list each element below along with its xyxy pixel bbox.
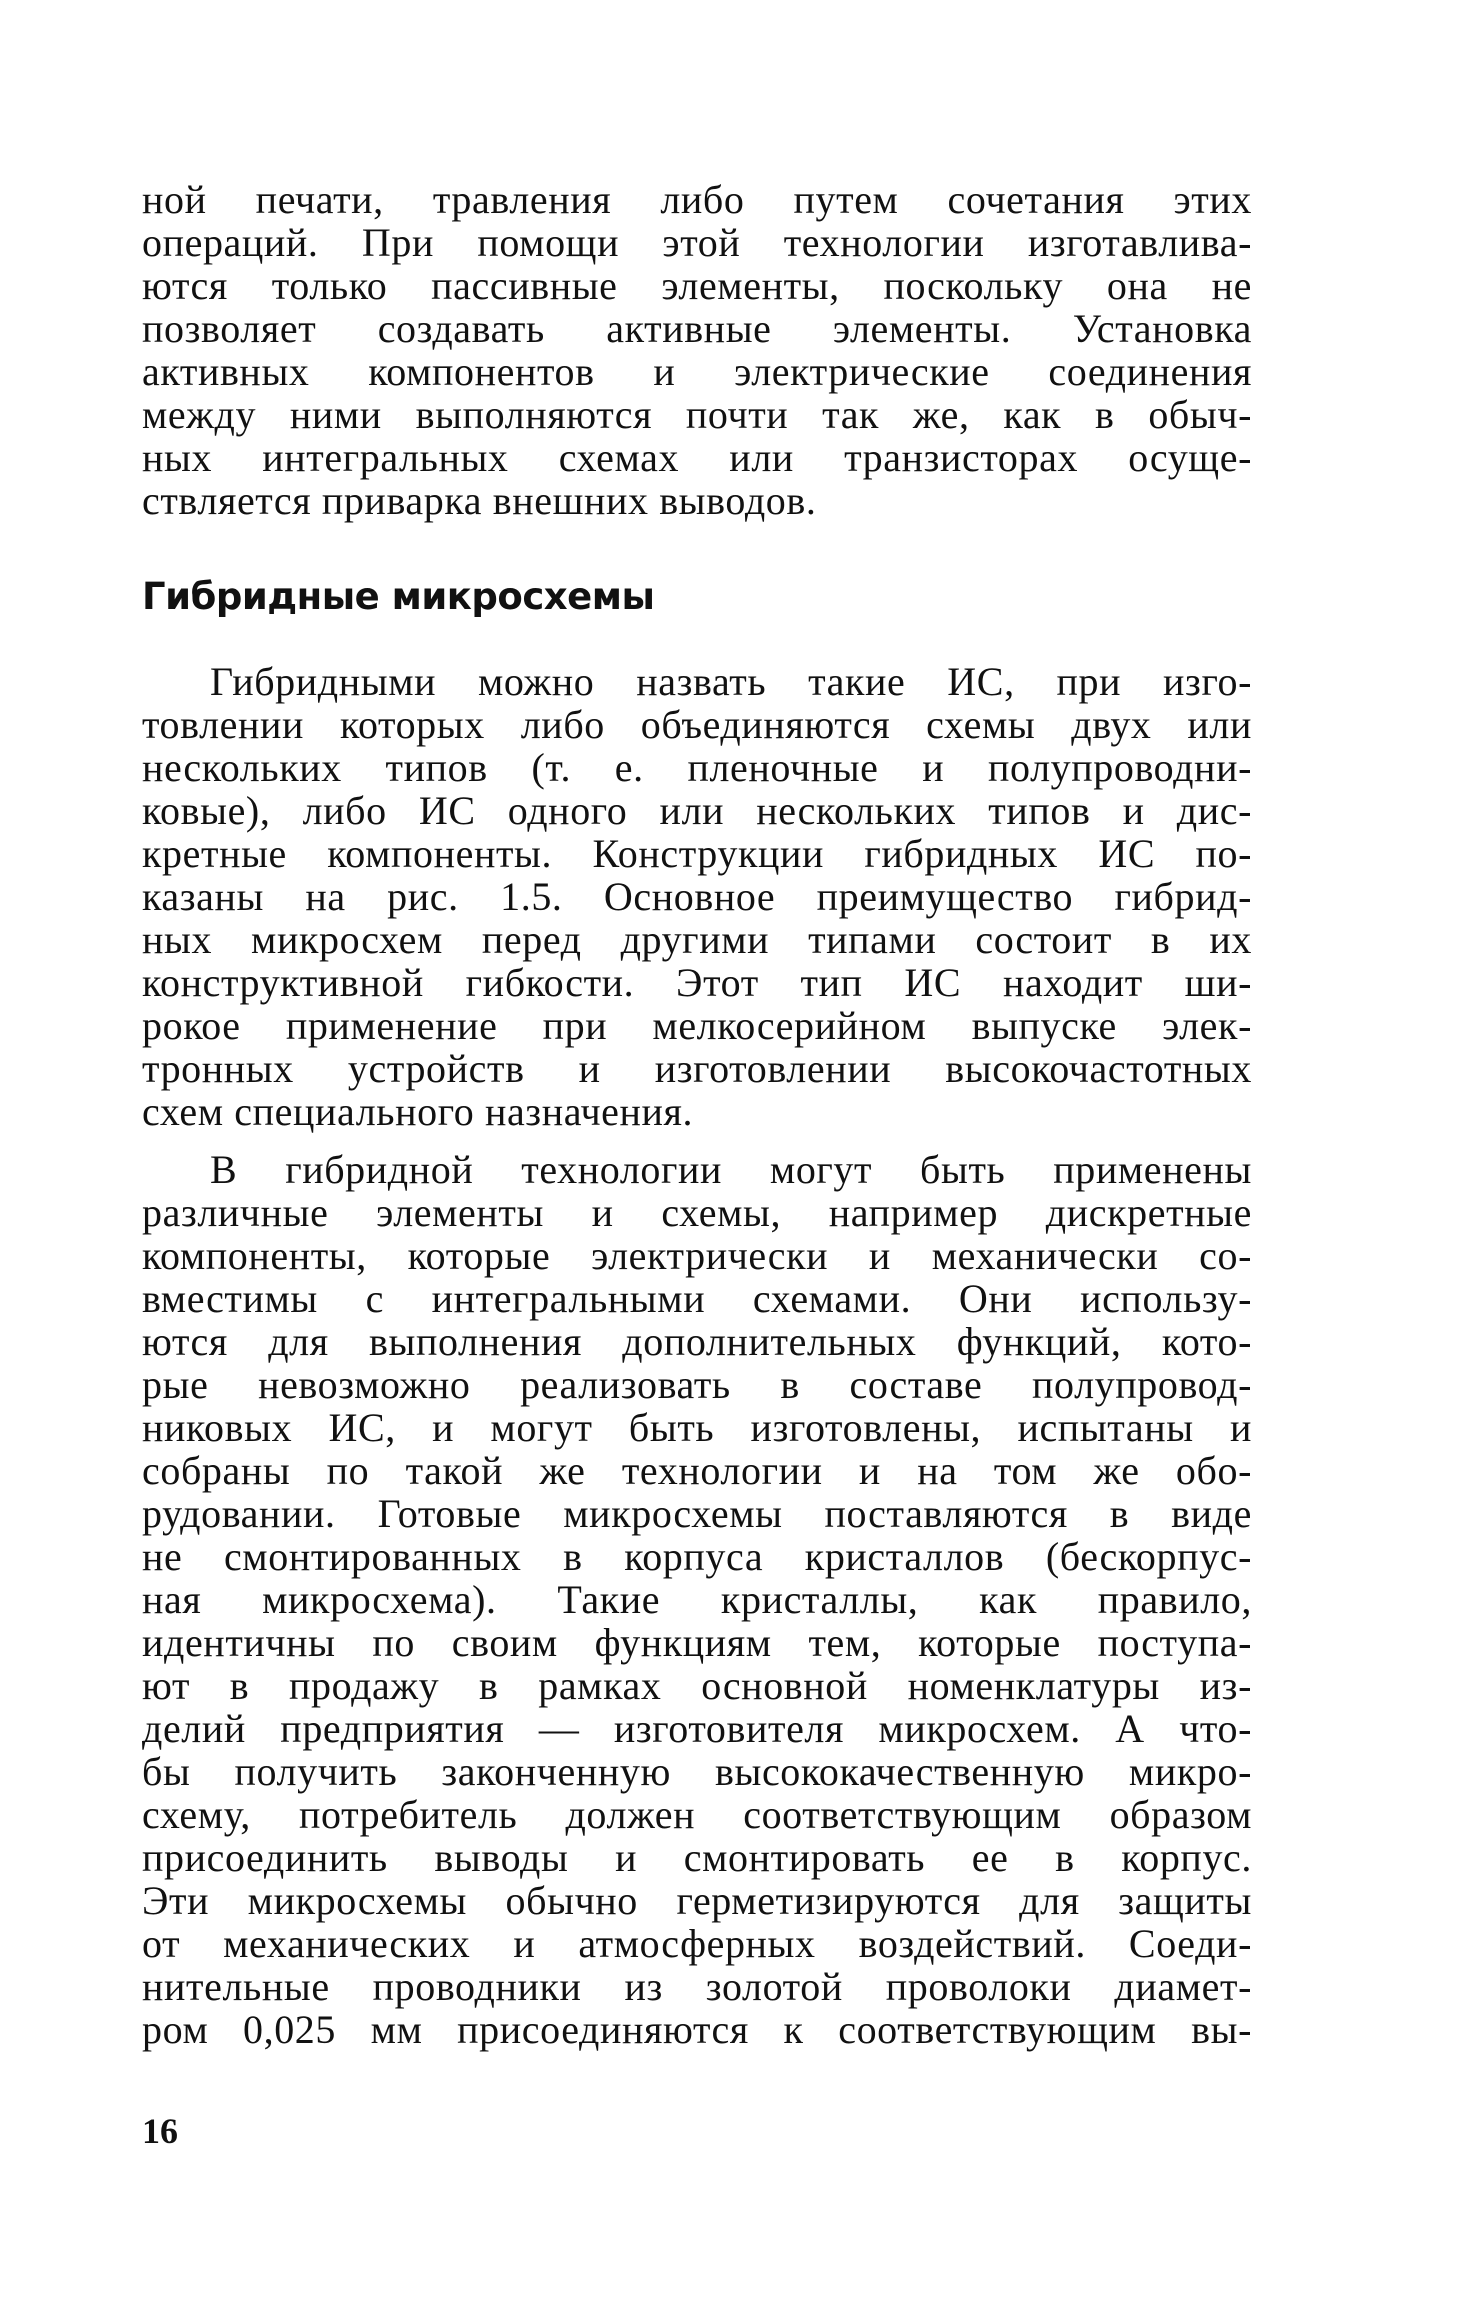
text-line: кретные компоненты. Конструкции гибридных ИС по- (142, 831, 1252, 876)
text-line: Эти микросхемы обычно герметизируются для защиты (142, 1878, 1252, 1923)
text-line: ются только пассивные элементы, поскольку она не (142, 263, 1252, 308)
text-line: ром 0,025 мм присоединяются к соответствующим вы- (142, 2007, 1252, 2052)
text-line: ют в продажу в рамках основной номенклатуры из- (142, 1663, 1252, 1708)
text-line: идентичны по своим функциям тем, которые поступа- (142, 1620, 1252, 1665)
text-line: схему, потребитель должен соответствующим образом (142, 1792, 1252, 1837)
text-line: рудовании. Готовые микросхемы поставляются в виде (142, 1491, 1252, 1536)
paragraph-continued (142, 178, 1252, 522)
text-line: ных интегральных схемах или транзисторах осуще- (142, 435, 1252, 480)
text-line: ковые), либо ИС одного или нескольких типов и дис- (142, 788, 1252, 833)
text-line: тронных устройств и изготовлении высокочастотных (142, 1046, 1252, 1091)
text-line: активных компонентов и электрические соединения (142, 349, 1252, 394)
text-line: В гибридной технологии могут быть применены (210, 1147, 1252, 1192)
paragraph-hybrid-definition (142, 660, 1252, 1133)
paragraph-hybrid-technology (142, 1148, 1252, 2051)
text-line: ных микросхем перед другими типами состоит в их (142, 917, 1252, 962)
text-line: казаны на рис. 1.5. Основное преимущество гибрид- (142, 874, 1252, 919)
text-line: позволяет создавать активные элементы. Установка (142, 306, 1252, 351)
text-line: бы получить законченную высококачественную микро- (142, 1749, 1252, 1794)
text-line: различные элементы и схемы, например дискретные (142, 1190, 1252, 1235)
page-number: 16 (142, 2111, 178, 2151)
text-line: присоединить выводы и смонтировать ее в корпус. (142, 1835, 1252, 1880)
text-line: ная микросхема). Такие кристаллы, как правило, (142, 1577, 1252, 1622)
text-line: не смонтированных в корпуса кристаллов (бескорпус- (142, 1534, 1252, 1579)
text-line: делий предприятия — изготовителя микросхем. А что- (142, 1706, 1252, 1751)
text-line: ной печати, травления либо путем сочетания этих (142, 177, 1252, 222)
text-line: конструктивной гибкости. Этот тип ИС находит ши- (142, 960, 1252, 1005)
text-line: нительные проводники из золотой проволоки диамет- (142, 1964, 1252, 2009)
text-line: схем специального назначения. (142, 1089, 694, 1134)
text-line: товлении которых либо объединяются схемы двух или (142, 702, 1252, 747)
text-line: вместимы с интегральными схемами. Они использу- (142, 1276, 1252, 1321)
text-line: рые невозможно реализовать в составе полупровод- (142, 1362, 1252, 1407)
text-line: компоненты, которые электрически и механически со- (142, 1233, 1252, 1278)
text-line: ствляется приварка внешних выводов. (142, 478, 817, 523)
text-line: от механических и атмосферных воздействий. Соеди- (142, 1921, 1252, 1966)
text-line: ются для выполнения дополнительных функций, кото- (142, 1319, 1252, 1364)
text-line: между ними выполняются почти так же, как в обыч- (142, 392, 1252, 437)
section-heading: Гибридные микросхемы (142, 575, 655, 618)
text-line: операций. При помощи этой технологии изготавлива- (142, 220, 1252, 265)
text-line: никовых ИС, и могут быть изготовлены, испытаны и (142, 1405, 1252, 1450)
text-line: рокое применение при мелкосерийном выпуске элек- (142, 1003, 1252, 1048)
text-line: собраны по такой же технологии и на том же обо- (142, 1448, 1252, 1493)
text-line: нескольких типов (т. е. пленочные и полупроводни- (142, 745, 1252, 790)
text-line: Гибридными можно назвать такие ИС, при изго- (210, 659, 1252, 704)
